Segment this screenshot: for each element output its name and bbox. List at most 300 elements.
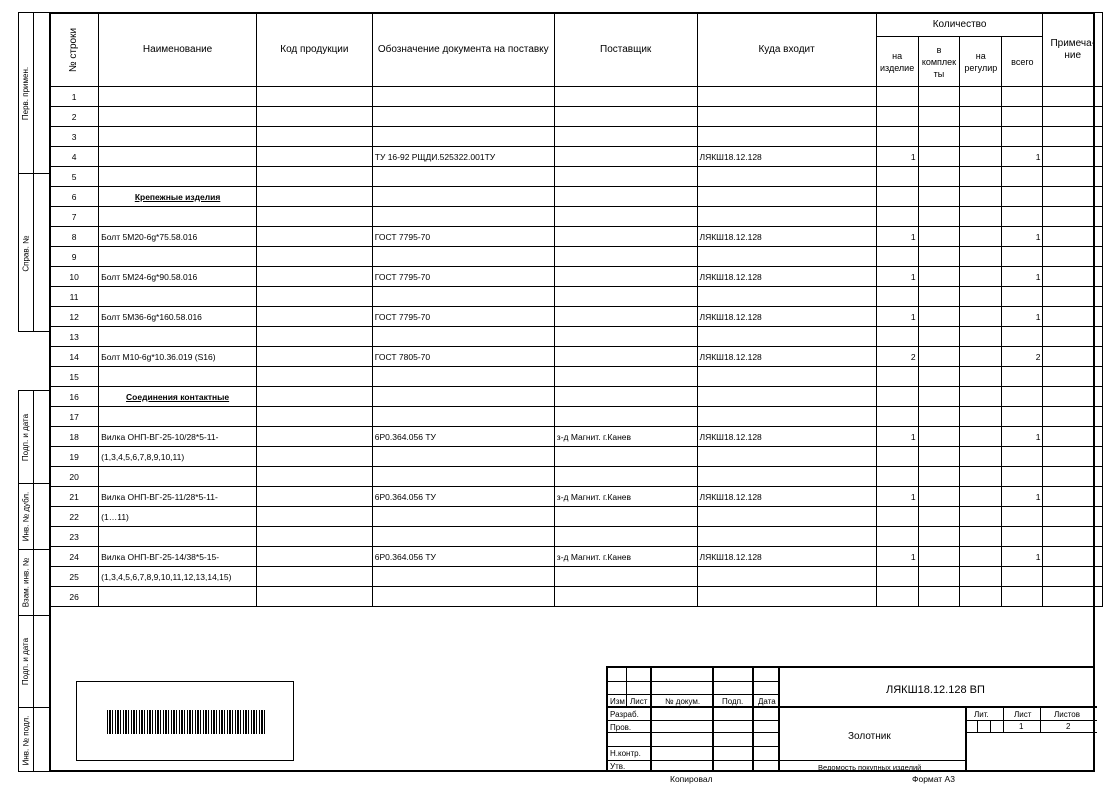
where-cell <box>697 407 876 427</box>
qty-total-cell <box>1002 167 1043 187</box>
tb-lit-label: Лит. <box>974 710 989 719</box>
tb-list: Лист <box>630 697 648 706</box>
note-cell <box>1043 507 1103 527</box>
qty-total-cell <box>1002 527 1043 547</box>
where-cell: ЛЯКШ18.12.128 <box>697 267 876 287</box>
margin-strip-bottom <box>18 390 50 772</box>
doc-cell: 6Р0.364.056 ТУ <box>372 547 554 567</box>
qty-reg-cell <box>960 527 1002 547</box>
qty-item-cell <box>876 387 918 407</box>
tb-sheets-label: Листов <box>1054 710 1080 719</box>
qty-kit-cell <box>918 587 960 607</box>
note-cell <box>1043 227 1103 247</box>
doc-cell <box>372 247 554 267</box>
doc-cell <box>372 567 554 587</box>
note-cell <box>1043 567 1103 587</box>
note-cell <box>1043 87 1103 107</box>
name-cell: Болт 5М20-6g*75.58.016 <box>99 227 257 247</box>
qty-item-cell <box>876 367 918 387</box>
table-row <box>50 427 1103 447</box>
margin-strip-top <box>18 12 50 332</box>
header-doc: Обозначение документа на поставку <box>372 13 554 87</box>
name-cell <box>99 467 257 487</box>
tb-utv: Утв. <box>610 762 626 771</box>
name-cell <box>99 327 257 347</box>
name-cell: (1,3,4,5,6,7,8,9,10,11) <box>99 447 257 467</box>
table-row <box>50 347 1103 367</box>
code-cell <box>257 507 373 527</box>
name-cell: Соединения контактные <box>99 387 257 407</box>
row-number-cell: 15 <box>50 367 99 387</box>
table-row <box>50 207 1103 227</box>
qty-kit-cell <box>918 107 960 127</box>
doc-cell: ГОСТ 7795-70 <box>372 307 554 327</box>
qty-total-cell: 1 <box>1002 547 1043 567</box>
supplier-cell <box>554 207 697 227</box>
row-number-cell: 5 <box>50 167 99 187</box>
table-row <box>50 227 1103 247</box>
supplier-cell <box>554 127 697 147</box>
qty-kit-cell <box>918 567 960 587</box>
code-cell <box>257 287 373 307</box>
qty-reg-cell <box>960 127 1002 147</box>
qty-total-cell <box>1002 247 1043 267</box>
supplier-cell <box>554 447 697 467</box>
row-number-cell: 7 <box>50 207 99 227</box>
table-row <box>50 87 1103 107</box>
qty-reg-cell <box>960 267 1002 287</box>
table-row <box>50 467 1103 487</box>
margin-label-inv-dubl: Инв. № дубл. <box>21 491 31 541</box>
qty-kit-cell <box>918 387 960 407</box>
where-cell: ЛЯКШ18.12.128 <box>697 487 876 507</box>
supplier-cell: з-д Магнит. г.Канев <box>554 487 697 507</box>
qty-kit-cell <box>918 407 960 427</box>
qty-total-cell <box>1002 187 1043 207</box>
row-number-cell: 17 <box>50 407 99 427</box>
margin-label-inv-podl: Инв. № подл. <box>21 715 31 765</box>
code-cell <box>257 587 373 607</box>
margin-label-vzam-inv: Взам. инв. № <box>21 557 31 607</box>
doc-cell: ГОСТ 7795-70 <box>372 227 554 247</box>
qty-reg-cell <box>960 187 1002 207</box>
code-cell <box>257 567 373 587</box>
margin-label-sprav-no: Справ. № <box>21 234 31 272</box>
supplier-cell <box>554 527 697 547</box>
doc-cell: ГОСТ 7805-70 <box>372 347 554 367</box>
note-cell <box>1043 407 1103 427</box>
supplier-cell <box>554 387 697 407</box>
where-cell <box>697 567 876 587</box>
qty-total-cell <box>1002 107 1043 127</box>
qty-kit-cell <box>918 367 960 387</box>
row-number-cell: 9 <box>50 247 99 267</box>
qty-total-cell <box>1002 467 1043 487</box>
header-supplier: Поставщик <box>554 13 697 87</box>
qty-item-cell <box>876 187 918 207</box>
name-cell: Вилка ОНП-ВГ-25-14/38*5-15- <box>99 547 257 567</box>
doc-cell <box>372 107 554 127</box>
qty-item-cell: 1 <box>876 147 918 167</box>
qty-total-cell <box>1002 87 1043 107</box>
table-row <box>50 367 1103 387</box>
supplier-cell <box>554 347 697 367</box>
row-number-cell: 18 <box>50 427 99 447</box>
name-cell <box>99 527 257 547</box>
supplier-cell <box>554 247 697 267</box>
header-code: Код продукции <box>257 13 373 87</box>
tb-ndoc: № докум. <box>665 697 701 706</box>
note-cell <box>1043 167 1103 187</box>
doc-cell <box>372 207 554 227</box>
qty-kit-cell <box>918 507 960 527</box>
supplier-cell <box>554 287 697 307</box>
where-cell: ЛЯКШ18.12.128 <box>697 227 876 247</box>
code-cell <box>257 547 373 567</box>
title-block <box>606 666 1095 772</box>
qty-item-cell <box>876 247 918 267</box>
qty-kit-cell <box>918 147 960 167</box>
supplier-cell <box>554 467 697 487</box>
note-cell <box>1043 587 1103 607</box>
code-cell <box>257 207 373 227</box>
supplier-cell <box>554 147 697 167</box>
qty-reg-cell <box>960 567 1002 587</box>
code-cell <box>257 227 373 247</box>
qty-item-cell <box>876 587 918 607</box>
note-cell <box>1043 467 1103 487</box>
qty-total-cell <box>1002 327 1043 347</box>
supplier-cell <box>554 187 697 207</box>
tb-prov: Пров. <box>610 723 632 732</box>
qty-reg-cell <box>960 207 1002 227</box>
code-cell <box>257 327 373 347</box>
row-number-cell: 2 <box>50 107 99 127</box>
code-cell <box>257 367 373 387</box>
qty-reg-cell <box>960 387 1002 407</box>
table-row <box>50 267 1103 287</box>
qty-total-cell: 1 <box>1002 487 1043 507</box>
name-cell <box>99 127 257 147</box>
where-cell <box>697 367 876 387</box>
qty-kit-cell <box>918 547 960 567</box>
qty-reg-cell <box>960 327 1002 347</box>
table-row <box>50 287 1103 307</box>
spec-table <box>49 12 1103 607</box>
qty-item-cell: 1 <box>876 547 918 567</box>
qty-reg-cell <box>960 487 1002 507</box>
doc-cell <box>372 407 554 427</box>
code-cell <box>257 487 373 507</box>
row-number-cell: 20 <box>50 467 99 487</box>
qty-item-cell <box>876 207 918 227</box>
where-cell <box>697 167 876 187</box>
table-row <box>50 167 1103 187</box>
table-row <box>50 327 1103 347</box>
row-number-cell: 12 <box>50 307 99 327</box>
qty-item-cell <box>876 507 918 527</box>
qty-total-cell <box>1002 567 1043 587</box>
qty-item-cell <box>876 127 918 147</box>
where-cell <box>697 107 876 127</box>
name-cell <box>99 247 257 267</box>
qty-kit-cell <box>918 167 960 187</box>
tb-izm: Изм <box>610 697 625 706</box>
tb-razrab: Разраб. <box>610 710 639 719</box>
qty-item-cell: 1 <box>876 267 918 287</box>
qty-kit-cell <box>918 307 960 327</box>
note-cell <box>1043 127 1103 147</box>
qty-item-cell <box>876 527 918 547</box>
where-cell: ЛЯКШ18.12.128 <box>697 547 876 567</box>
doc-cell <box>372 127 554 147</box>
where-cell <box>697 87 876 107</box>
table-row <box>50 187 1103 207</box>
table-row <box>50 127 1103 147</box>
supplier-cell <box>554 507 697 527</box>
header-quantity: Количество <box>876 13 1043 37</box>
qty-total-cell <box>1002 407 1043 427</box>
code-cell <box>257 527 373 547</box>
qty-kit-cell <box>918 187 960 207</box>
code-cell <box>257 427 373 447</box>
header-row-number: № строки <box>50 13 99 87</box>
supplier-cell: з-д Магнит. г.Канев <box>554 427 697 447</box>
code-cell <box>257 87 373 107</box>
header-qty-total: всего <box>1002 37 1043 87</box>
row-number-cell: 24 <box>50 547 99 567</box>
name-cell <box>99 147 257 167</box>
doc-cell <box>372 287 554 307</box>
qty-kit-cell <box>918 207 960 227</box>
doc-cell <box>372 367 554 387</box>
copied-label: Копировал <box>670 774 713 784</box>
row-number-cell: 16 <box>50 387 99 407</box>
doc-cell <box>372 387 554 407</box>
barcode <box>107 710 265 734</box>
tb-podp: Подп. <box>722 697 744 706</box>
qty-kit-cell <box>918 527 960 547</box>
tb-nkontr: Н.контр. <box>610 749 641 758</box>
doc-cell <box>372 467 554 487</box>
tb-data: Дата <box>758 697 776 706</box>
where-cell <box>697 507 876 527</box>
qty-reg-cell <box>960 467 1002 487</box>
note-cell <box>1043 267 1103 287</box>
qty-kit-cell <box>918 427 960 447</box>
doc-cell <box>372 87 554 107</box>
supplier-cell <box>554 227 697 247</box>
qty-total-cell: 1 <box>1002 227 1043 247</box>
qty-total-cell: 1 <box>1002 307 1043 327</box>
where-cell <box>697 187 876 207</box>
format-label: Формат А3 <box>912 774 955 784</box>
qty-reg-cell <box>960 107 1002 127</box>
doc-cell <box>372 447 554 467</box>
note-cell <box>1043 487 1103 507</box>
qty-item-cell <box>876 567 918 587</box>
qty-item-cell <box>876 467 918 487</box>
row-number-cell: 14 <box>50 347 99 367</box>
qty-item-cell <box>876 407 918 427</box>
doc-cell: ТУ 16-92 РЩДИ.525322.001ТУ <box>372 147 554 167</box>
qty-kit-cell <box>918 467 960 487</box>
table-row <box>50 407 1103 427</box>
tb-sheet-label: Лист <box>1014 710 1032 719</box>
table-row <box>50 107 1103 127</box>
row-number-cell: 10 <box>50 267 99 287</box>
name-cell <box>99 107 257 127</box>
name-cell: (1…11) <box>99 507 257 527</box>
table-row <box>50 587 1103 607</box>
code-cell <box>257 167 373 187</box>
name-cell <box>99 407 257 427</box>
name-cell: Болт М10-6g*10.36.019 (S16) <box>99 347 257 367</box>
qty-reg-cell <box>960 87 1002 107</box>
code-cell <box>257 307 373 327</box>
where-cell <box>697 587 876 607</box>
supplier-cell <box>554 267 697 287</box>
note-cell <box>1043 447 1103 467</box>
table-row <box>50 247 1103 267</box>
where-cell: ЛЯКШ18.12.128 <box>697 347 876 367</box>
barcode-box <box>76 681 294 761</box>
note-cell <box>1043 367 1103 387</box>
note-cell <box>1043 327 1103 347</box>
qty-kit-cell <box>918 227 960 247</box>
tb-sheets: 2 <box>1066 722 1071 731</box>
table-row <box>50 147 1103 167</box>
tb-designation: ЛЯКШ18.12.128 ВП <box>886 684 985 696</box>
supplier-cell <box>554 167 697 187</box>
qty-kit-cell <box>918 487 960 507</box>
qty-reg-cell <box>960 587 1002 607</box>
row-number-cell: 1 <box>50 87 99 107</box>
qty-reg-cell <box>960 347 1002 367</box>
name-cell <box>99 587 257 607</box>
supplier-cell <box>554 327 697 347</box>
doc-cell <box>372 507 554 527</box>
tb-sheet: 1 <box>1019 722 1024 731</box>
row-number-cell: 6 <box>50 187 99 207</box>
doc-cell <box>372 587 554 607</box>
code-cell <box>257 267 373 287</box>
name-cell <box>99 207 257 227</box>
doc-cell <box>372 527 554 547</box>
supplier-cell <box>554 587 697 607</box>
note-cell <box>1043 387 1103 407</box>
table-row <box>50 447 1103 467</box>
supplier-cell <box>554 107 697 127</box>
qty-total-cell <box>1002 367 1043 387</box>
row-number-cell: 11 <box>50 287 99 307</box>
qty-item-cell <box>876 167 918 187</box>
code-cell <box>257 407 373 427</box>
note-cell <box>1043 207 1103 227</box>
qty-total-cell: 1 <box>1002 267 1043 287</box>
table-row <box>50 527 1103 547</box>
row-number-cell: 22 <box>50 507 99 527</box>
qty-reg-cell <box>960 247 1002 267</box>
name-cell: Вилка ОНП-ВГ-25-11/28*5-11- <box>99 487 257 507</box>
qty-kit-cell <box>918 267 960 287</box>
note-cell <box>1043 247 1103 267</box>
qty-total-cell: 1 <box>1002 427 1043 447</box>
qty-kit-cell <box>918 347 960 367</box>
qty-kit-cell <box>918 287 960 307</box>
where-cell <box>697 327 876 347</box>
qty-item-cell: 2 <box>876 347 918 367</box>
supplier-cell <box>554 567 697 587</box>
name-cell: Вилка ОНП-ВГ-25-10/28*5-11- <box>99 427 257 447</box>
where-cell <box>697 387 876 407</box>
name-cell: (1,3,4,5,6,7,8,9,10,11,12,13,14,15) <box>99 567 257 587</box>
table-row <box>50 567 1103 587</box>
qty-kit-cell <box>918 327 960 347</box>
qty-reg-cell <box>960 507 1002 527</box>
row-number-cell: 26 <box>50 587 99 607</box>
qty-reg-cell <box>960 367 1002 387</box>
qty-item-cell <box>876 447 918 467</box>
header-where: Куда входит <box>697 13 876 87</box>
qty-total-cell <box>1002 507 1043 527</box>
where-cell <box>697 127 876 147</box>
code-cell <box>257 347 373 367</box>
header-qty-item: на изделие <box>876 37 918 87</box>
row-number-cell: 19 <box>50 447 99 467</box>
doc-cell: 6Р0.364.056 ТУ <box>372 427 554 447</box>
margin-label-perv-primen: Перв. примен. <box>21 66 31 120</box>
row-number-cell: 13 <box>50 327 99 347</box>
qty-reg-cell <box>960 547 1002 567</box>
code-cell <box>257 147 373 167</box>
qty-total-cell: 1 <box>1002 147 1043 167</box>
margin-label-podp-data-1: Подп. и дата <box>21 413 31 461</box>
qty-total-cell <box>1002 587 1043 607</box>
qty-total-cell <box>1002 127 1043 147</box>
qty-total-cell <box>1002 287 1043 307</box>
name-cell <box>99 287 257 307</box>
qty-reg-cell <box>960 227 1002 247</box>
name-cell <box>99 367 257 387</box>
qty-item-cell <box>876 327 918 347</box>
where-cell: ЛЯКШ18.12.128 <box>697 427 876 447</box>
table-row <box>50 387 1103 407</box>
qty-item-cell <box>876 287 918 307</box>
header-name: Наименование <box>99 13 257 87</box>
where-cell <box>697 247 876 267</box>
code-cell <box>257 187 373 207</box>
qty-reg-cell <box>960 307 1002 327</box>
tb-product-name: Золотник <box>848 731 891 742</box>
code-cell <box>257 127 373 147</box>
name-cell <box>99 87 257 107</box>
qty-item-cell: 1 <box>876 427 918 447</box>
supplier-cell <box>554 87 697 107</box>
header-qty-kit: в комплек ты <box>918 37 960 87</box>
table-row <box>50 507 1103 527</box>
qty-reg-cell <box>960 427 1002 447</box>
qty-total-cell: 2 <box>1002 347 1043 367</box>
code-cell <box>257 467 373 487</box>
doc-cell: 6Р0.364.056 ТУ <box>372 487 554 507</box>
name-cell <box>99 167 257 187</box>
qty-total-cell <box>1002 447 1043 467</box>
qty-item-cell: 1 <box>876 487 918 507</box>
row-number-cell: 23 <box>50 527 99 547</box>
table-row <box>50 487 1103 507</box>
code-cell <box>257 247 373 267</box>
